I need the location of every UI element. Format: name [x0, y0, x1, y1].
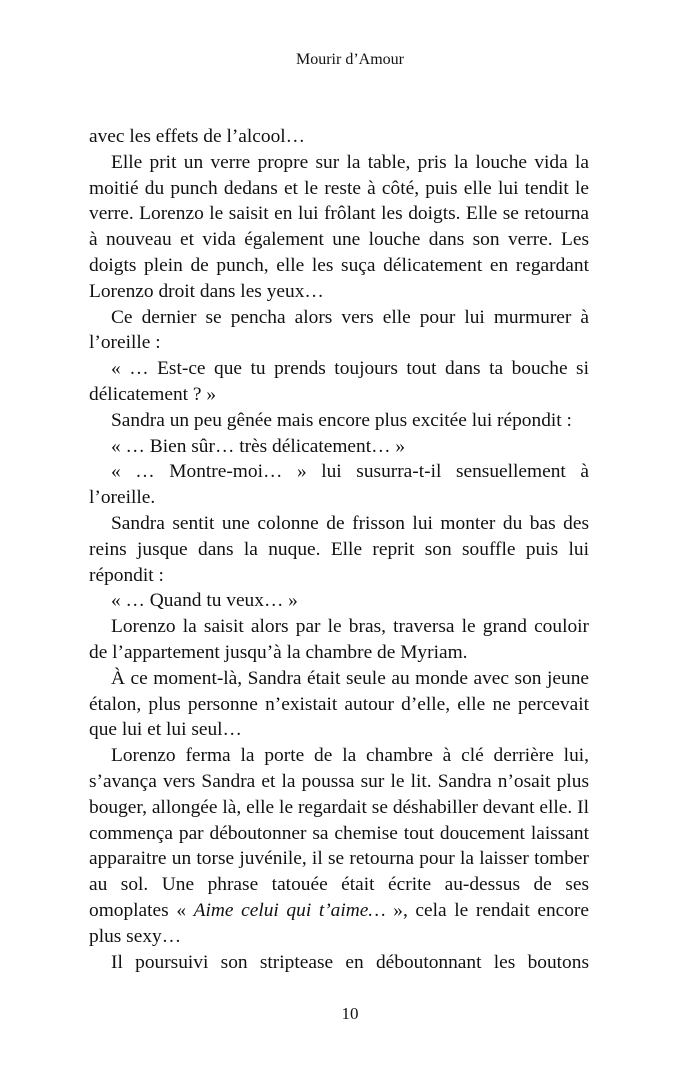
paragraph: [89, 743, 589, 949]
paragraph-text: », cela le rendait encore plus sexy…: [89, 899, 590, 947]
dialogue-line: « … Bien sûr… très délicatement… »: [111, 435, 406, 457]
paragraph: À ce moment-là, Sandra était seule au monde avec son jeune étalon, plus personne n’existait autour d’elle, elle ne percevait que lui et lui seul…: [89, 667, 589, 741]
dialogue-line: « … Est-ce que tu prends toujours tout dans ta bouche si délicatement ? »: [89, 358, 589, 405]
dialogue-line: « … Quand tu veux… »: [111, 590, 298, 612]
body-text: [89, 124, 589, 975]
page-number: 10: [341, 1004, 359, 1023]
paragraph: Sandra un peu gênée mais encore plus excitée lui répondit :: [111, 409, 572, 431]
paragraph: Elle prit un verre propre sur la table, pris la louche vida la moitié du punch dedans et le reste à côté, puis elle lui tendit le verre. Lorenzo le saisit en lui frôlant les doigts. Elle se retourna à nouveau et vida également une louche dans son verre. Les doigts plein de punch, elle les suça délicatement en regardant Lorenzo droit dans les yeux…: [89, 151, 589, 302]
paragraph: Lorenzo la saisit alors par le bras, traversa le grand couloir de l’appartement jusqu’à la chambre de Myriam.: [89, 616, 589, 663]
paragraph: Sandra sentit une colonne de frisson lui monter du bas des reins jusque dans la nuque. Elle reprit son souffle puis lui répondit :: [89, 512, 589, 586]
paragraph: Il poursuivi son striptease en déboutonnant les boutons: [111, 951, 589, 973]
paragraph-text: Lorenzo ferma la porte de la chambre à clé derrière lui, s’avança vers Sandra et la poussa sur le lit. Sandra n’osait plus bouger, allongée là, elle le regardait se déshabiller devant elle. Il commença par déboutonner sa chemise tout doucement laissant apparaitre un torse juvénile, il se retourna pour la laisser tomber au sol. Une phrase tatouée était écrite au-dessus de ses omoplates «: [89, 745, 589, 921]
running-header: Mourir d’Amour: [296, 51, 404, 68]
paragraph: avec les effets de l’alcool…: [89, 126, 306, 147]
dialogue-line: « … Montre-moi… » lui susurra-t-il sensuellement à l’oreille.: [89, 461, 589, 509]
tattoo-quote: Aime celui qui t’aime…: [193, 899, 386, 921]
paragraph: Ce dernier se pencha alors vers elle pour lui murmurer à l’oreille :: [89, 306, 589, 354]
